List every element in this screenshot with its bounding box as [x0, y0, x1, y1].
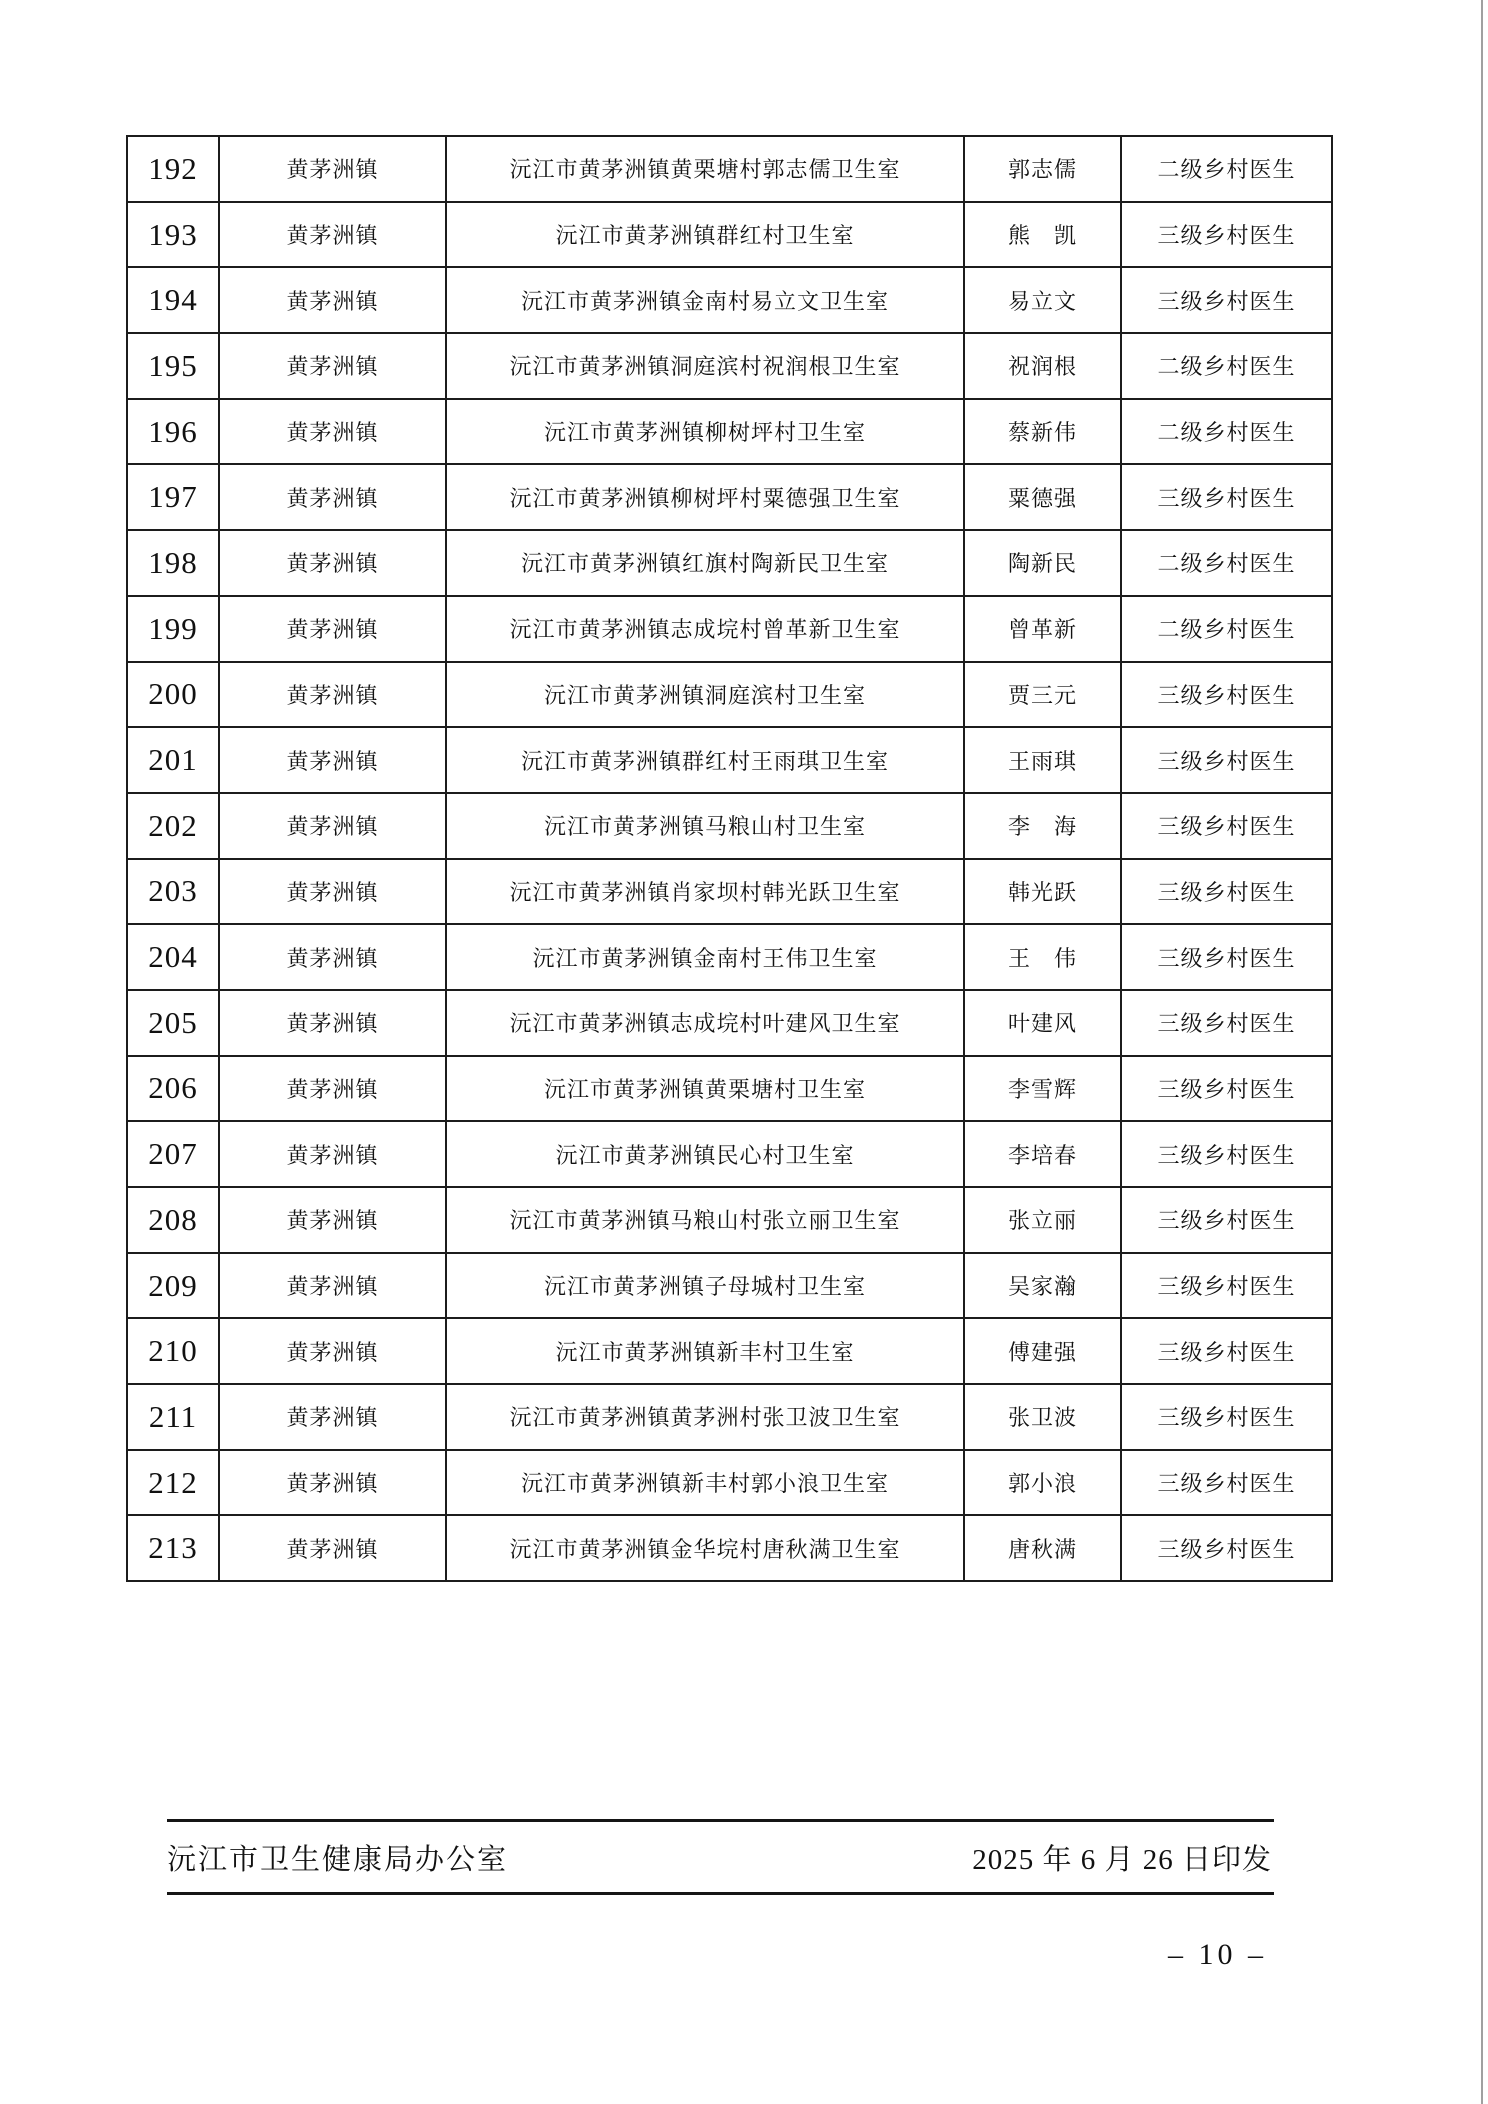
cell-doctor-name: 傅建强 [964, 1318, 1121, 1384]
cell-doctor-level: 三级乡村医生 [1121, 1187, 1332, 1253]
footer-print-date: 2025 年 6 月 26 日印发 [972, 1843, 1272, 1876]
cell-doctor-name: 叶建风 [964, 990, 1121, 1056]
table-row [127, 1450, 1332, 1516]
table-row [127, 1318, 1332, 1384]
table-row [127, 1121, 1332, 1187]
cell-clinic-name: 沅江市黄茅洲镇黄栗塘村郭志儒卫生室 [446, 136, 964, 202]
cell-clinic-name: 沅江市黄茅洲镇黄栗塘村卫生室 [446, 1056, 964, 1122]
cell-town-name: 黄茅洲镇 [219, 859, 446, 925]
cell-doctor-name: 郭志儒 [964, 136, 1121, 202]
cell-doctor-level: 二级乡村医生 [1121, 596, 1332, 662]
cell-clinic-name: 沅江市黄茅洲镇柳树坪村粟德强卫生室 [446, 464, 964, 530]
cell-town-name: 黄茅洲镇 [219, 1515, 446, 1581]
cell-row-number: 192 [127, 136, 219, 202]
cell-doctor-level: 三级乡村医生 [1121, 1318, 1332, 1384]
cell-doctor-name: 熊 凯 [964, 202, 1121, 268]
table-row [127, 1384, 1332, 1450]
cell-doctor-name: 张立丽 [964, 1187, 1121, 1253]
cell-town-name: 黄茅洲镇 [219, 1450, 446, 1516]
cell-doctor-level: 三级乡村医生 [1121, 662, 1332, 728]
cell-doctor-level: 三级乡村医生 [1121, 1121, 1332, 1187]
cell-doctor-level: 二级乡村医生 [1121, 399, 1332, 465]
cell-doctor-level: 三级乡村医生 [1121, 1253, 1332, 1319]
cell-clinic-name: 沅江市黄茅洲镇马粮山村张立丽卫生室 [446, 1187, 964, 1253]
cell-town-name: 黄茅洲镇 [219, 596, 446, 662]
cell-doctor-level: 三级乡村医生 [1121, 464, 1332, 530]
cell-row-number: 203 [127, 859, 219, 925]
cell-doctor-level: 三级乡村医生 [1121, 267, 1332, 333]
cell-row-number: 212 [127, 1450, 219, 1516]
footer-rule-bottom [167, 1892, 1274, 1895]
cell-clinic-name: 沅江市黄茅洲镇肖家坝村韩光跃卫生室 [446, 859, 964, 925]
table-row [127, 333, 1332, 399]
footer-issuing-office: 沅江市卫生健康局办公室 [167, 1843, 509, 1876]
cell-clinic-name: 沅江市黄茅洲镇子母城村卫生室 [446, 1253, 964, 1319]
table-row [127, 924, 1332, 990]
cell-town-name: 黄茅洲镇 [219, 1056, 446, 1122]
cell-town-name: 黄茅洲镇 [219, 333, 446, 399]
cell-town-name: 黄茅洲镇 [219, 464, 446, 530]
cell-doctor-level: 三级乡村医生 [1121, 859, 1332, 925]
page-number: – 10 – [1168, 1938, 1267, 1971]
cell-clinic-name: 沅江市黄茅洲镇柳树坪村卫生室 [446, 399, 964, 465]
cell-doctor-name: 郭小浪 [964, 1450, 1121, 1516]
cell-clinic-name: 沅江市黄茅洲镇新丰村卫生室 [446, 1318, 964, 1384]
cell-clinic-name: 沅江市黄茅洲镇群红村卫生室 [446, 202, 964, 268]
cell-row-number: 202 [127, 793, 219, 859]
cell-doctor-level: 二级乡村医生 [1121, 530, 1332, 596]
cell-row-number: 213 [127, 1515, 219, 1581]
cell-row-number: 207 [127, 1121, 219, 1187]
cell-doctor-name: 吴家瀚 [964, 1253, 1121, 1319]
cell-doctor-name: 陶新民 [964, 530, 1121, 596]
cell-doctor-name: 王雨琪 [964, 727, 1121, 793]
table-row [127, 990, 1332, 1056]
cell-row-number: 209 [127, 1253, 219, 1319]
cell-doctor-name: 粟德强 [964, 464, 1121, 530]
table-row [127, 530, 1332, 596]
cell-doctor-name: 唐秋满 [964, 1515, 1121, 1581]
cell-clinic-name: 沅江市黄茅洲镇群红村王雨琪卫生室 [446, 727, 964, 793]
cell-doctor-level: 三级乡村医生 [1121, 1450, 1332, 1516]
table-row [127, 596, 1332, 662]
cell-doctor-name: 曾革新 [964, 596, 1121, 662]
cell-clinic-name: 沅江市黄茅洲镇金南村易立文卫生室 [446, 267, 964, 333]
village-doctors-table [126, 135, 1333, 1582]
cell-town-name: 黄茅洲镇 [219, 136, 446, 202]
cell-clinic-name: 沅江市黄茅洲镇红旗村陶新民卫生室 [446, 530, 964, 596]
footer-row [167, 1822, 1274, 1892]
cell-row-number: 196 [127, 399, 219, 465]
cell-town-name: 黄茅洲镇 [219, 1318, 446, 1384]
cell-doctor-level: 三级乡村医生 [1121, 727, 1332, 793]
cell-row-number: 199 [127, 596, 219, 662]
table-row [127, 727, 1332, 793]
cell-doctor-name: 易立文 [964, 267, 1121, 333]
cell-clinic-name: 沅江市黄茅洲镇金南村王伟卫生室 [446, 924, 964, 990]
cell-doctor-level: 二级乡村医生 [1121, 136, 1332, 202]
cell-row-number: 210 [127, 1318, 219, 1384]
cell-clinic-name: 沅江市黄茅洲镇洞庭滨村卫生室 [446, 662, 964, 728]
cell-clinic-name: 沅江市黄茅洲镇金华垸村唐秋满卫生室 [446, 1515, 964, 1581]
cell-town-name: 黄茅洲镇 [219, 1121, 446, 1187]
cell-row-number: 197 [127, 464, 219, 530]
cell-doctor-name: 李培春 [964, 1121, 1121, 1187]
cell-row-number: 208 [127, 1187, 219, 1253]
cell-doctor-level: 三级乡村医生 [1121, 924, 1332, 990]
cell-town-name: 黄茅洲镇 [219, 1187, 446, 1253]
cell-row-number: 206 [127, 1056, 219, 1122]
cell-town-name: 黄茅洲镇 [219, 267, 446, 333]
cell-town-name: 黄茅洲镇 [219, 924, 446, 990]
table-row [127, 1253, 1332, 1319]
cell-doctor-level: 三级乡村医生 [1121, 1384, 1332, 1450]
cell-town-name: 黄茅洲镇 [219, 202, 446, 268]
cell-row-number: 211 [127, 1384, 219, 1450]
cell-row-number: 205 [127, 990, 219, 1056]
cell-clinic-name: 沅江市黄茅洲镇洞庭滨村祝润根卫生室 [446, 333, 964, 399]
cell-row-number: 201 [127, 727, 219, 793]
cell-row-number: 198 [127, 530, 219, 596]
cell-doctor-level: 三级乡村医生 [1121, 1056, 1332, 1122]
cell-doctor-name: 贾三元 [964, 662, 1121, 728]
cell-doctor-level: 三级乡村医生 [1121, 1515, 1332, 1581]
cell-row-number: 195 [127, 333, 219, 399]
table-row [127, 399, 1332, 465]
cell-doctor-name: 蔡新伟 [964, 399, 1121, 465]
cell-clinic-name: 沅江市黄茅洲镇新丰村郭小浪卫生室 [446, 1450, 964, 1516]
table-body [127, 136, 1332, 1581]
cell-row-number: 200 [127, 662, 219, 728]
cell-doctor-name: 李雪辉 [964, 1056, 1121, 1122]
cell-clinic-name: 沅江市黄茅洲镇黄茅洲村张卫波卫生室 [446, 1384, 964, 1450]
table-row [127, 464, 1332, 530]
cell-row-number: 194 [127, 267, 219, 333]
table-row [127, 793, 1332, 859]
cell-town-name: 黄茅洲镇 [219, 990, 446, 1056]
cell-town-name: 黄茅洲镇 [219, 530, 446, 596]
page-edge-line [1481, 0, 1483, 2104]
table-row [127, 267, 1332, 333]
table-row [127, 202, 1332, 268]
cell-doctor-name: 王 伟 [964, 924, 1121, 990]
cell-doctor-name: 李 海 [964, 793, 1121, 859]
cell-town-name: 黄茅洲镇 [219, 1384, 446, 1450]
cell-clinic-name: 沅江市黄茅洲镇志成垸村叶建风卫生室 [446, 990, 964, 1056]
table-row [127, 136, 1332, 202]
table-row [127, 1515, 1332, 1581]
cell-clinic-name: 沅江市黄茅洲镇马粮山村卫生室 [446, 793, 964, 859]
table-row [127, 1056, 1332, 1122]
table-row [127, 1187, 1332, 1253]
cell-town-name: 黄茅洲镇 [219, 662, 446, 728]
cell-doctor-level: 三级乡村医生 [1121, 793, 1332, 859]
cell-row-number: 204 [127, 924, 219, 990]
cell-clinic-name: 沅江市黄茅洲镇民心村卫生室 [446, 1121, 964, 1187]
cell-row-number: 193 [127, 202, 219, 268]
cell-town-name: 黄茅洲镇 [219, 727, 446, 793]
cell-town-name: 黄茅洲镇 [219, 793, 446, 859]
cell-town-name: 黄茅洲镇 [219, 1253, 446, 1319]
cell-doctor-name: 张卫波 [964, 1384, 1121, 1450]
cell-doctor-level: 三级乡村医生 [1121, 990, 1332, 1056]
cell-doctor-level: 三级乡村医生 [1121, 202, 1332, 268]
cell-doctor-name: 祝润根 [964, 333, 1121, 399]
cell-clinic-name: 沅江市黄茅洲镇志成垸村曾革新卫生室 [446, 596, 964, 662]
table-row [127, 662, 1332, 728]
cell-doctor-level: 二级乡村医生 [1121, 333, 1332, 399]
table-row [127, 859, 1332, 925]
cell-doctor-name: 韩光跃 [964, 859, 1121, 925]
cell-town-name: 黄茅洲镇 [219, 399, 446, 465]
